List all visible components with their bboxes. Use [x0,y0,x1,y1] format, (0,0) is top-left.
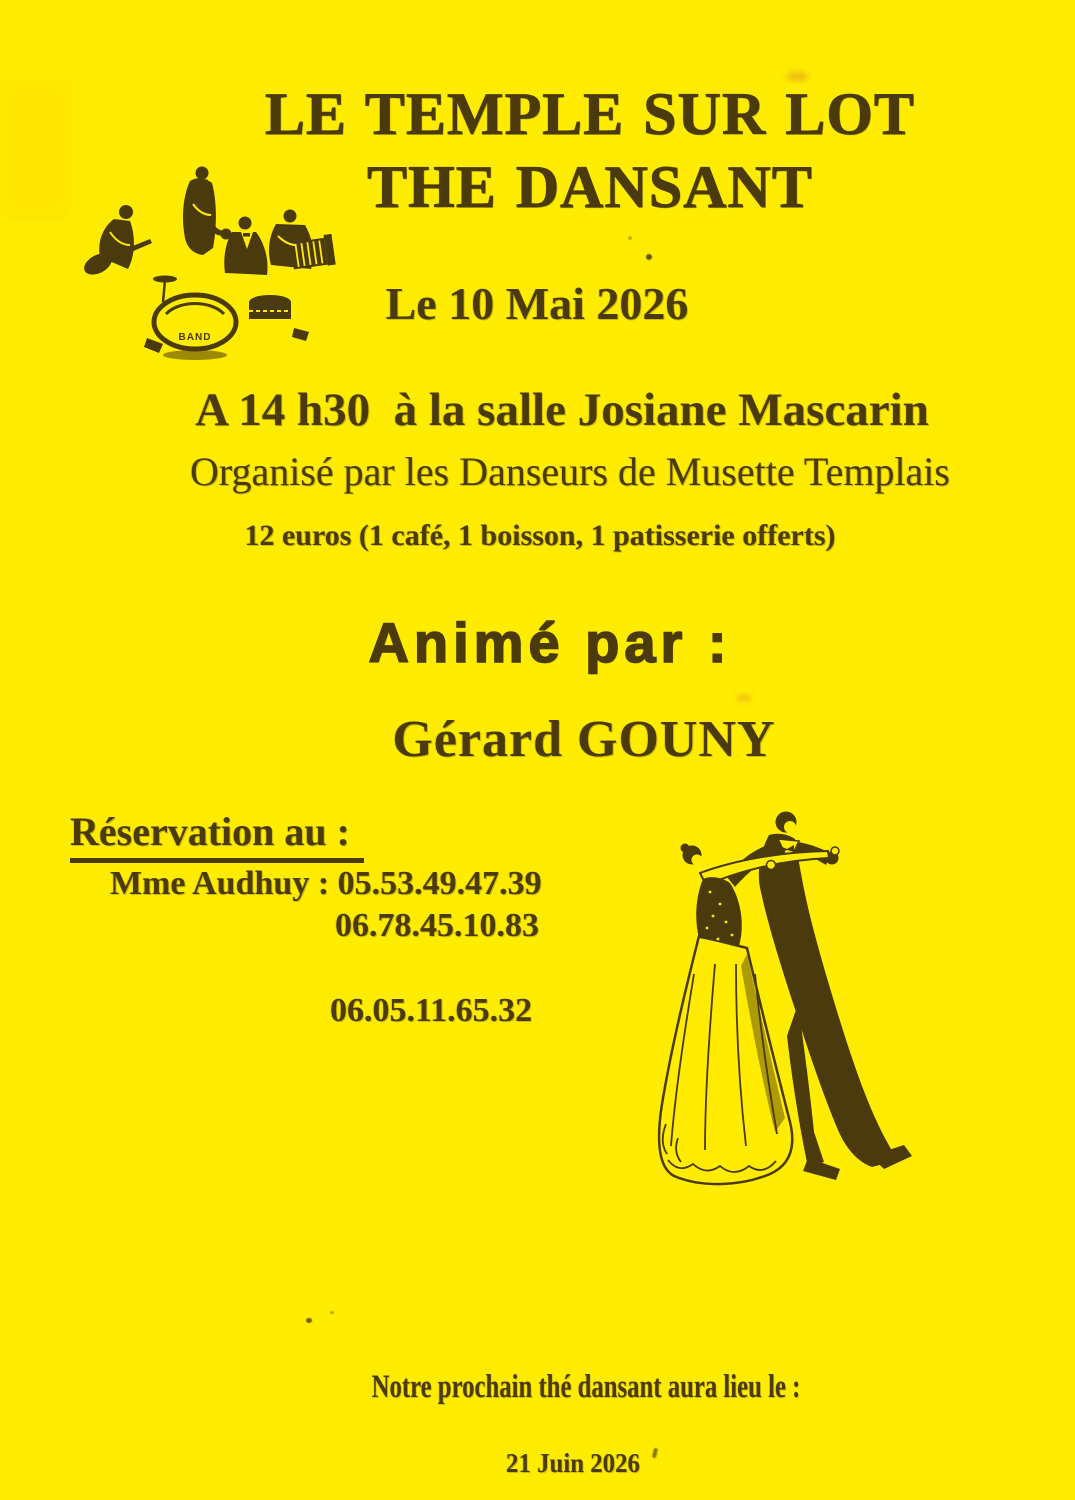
bodice [696,877,742,946]
organizer-line: Organisé par les Danseurs de Musette Templais [190,449,950,494]
title-line2: THE DANSANT [367,154,813,220]
scan-tint [0,80,70,220]
contact-label: Mme Audhuy : [110,865,330,902]
drum-text: BAND [178,332,212,343]
footer-note: Notre prochain thé dansant aura lieu le : [371,1369,801,1405]
dancing-couple-illustration [640,792,960,1192]
scan-tick [652,1448,658,1459]
phone-number-3: 06.05.11.65.32 [330,992,533,1029]
price-line: 12 euros (1 café, 1 boisson, 1 patisserie offerts) [244,519,836,552]
scan-smudge [736,694,752,702]
page-title [265,78,915,224]
next-event-date: 21 Juin 2026 [506,1448,640,1478]
animated-by-label: Animé par : [368,611,732,674]
time-and-venue: A 14 h30 à la salle Josiane Mascarin [195,384,929,436]
scan-speck [306,1318,312,1323]
gown [659,936,792,1184]
event-date: Le 10 Mai 2026 [385,278,689,329]
scan-speck [330,1311,334,1314]
scan-speck [646,254,652,260]
phone-number-1: 05.53.49.47.39 [337,865,542,902]
animator-name: Gérard GOUNY [392,711,776,768]
scan-speck [628,236,632,240]
phone-number-2: 06.78.45.10.83 [335,907,539,944]
reservation-contact-line [110,865,542,903]
reservation-heading: Réservation au : [70,808,364,863]
title-line1: LE TEMPLE SUR LOT [264,81,916,147]
